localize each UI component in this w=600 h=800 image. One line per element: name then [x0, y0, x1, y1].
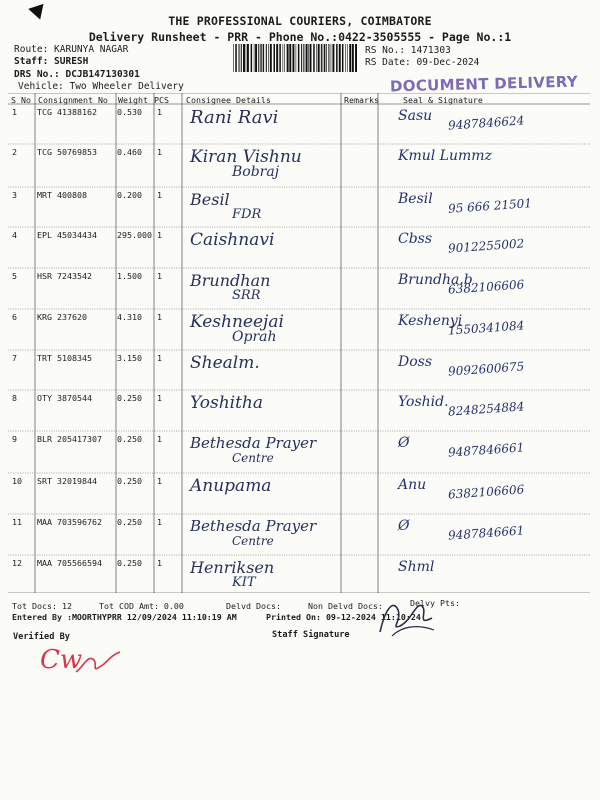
staff-label: Staff: SURESH — [14, 56, 89, 67]
company-title: THE PROFESSIONAL COURIERS, COIMBATORE — [168, 14, 432, 28]
row-pcs: 1 — [157, 107, 162, 117]
row-pcs: 1 — [157, 147, 162, 157]
row-pcs: 1 — [157, 230, 162, 240]
row-signature: Ø — [398, 435, 410, 451]
route-label: Route: KARUNYA NAGAR — [14, 44, 129, 55]
row-signature-phone: 9487846624 — [447, 113, 525, 133]
row-consignee-name: Bethesda Prayer — [190, 517, 317, 535]
row-signature-phone: 9092600675 — [447, 359, 525, 379]
verified-by-label: Verified By — [13, 632, 70, 642]
printed-on: Printed On: 09-12-2024 11:10:24 — [266, 612, 421, 622]
row-sno: 9 — [12, 434, 17, 444]
row-consignee-name: Besil — [190, 190, 230, 209]
col-header-remarks: Remarks — [344, 95, 379, 105]
row-consignment-no: TRT 5108345 — [37, 353, 92, 363]
row-consignee-name: Henriksen — [190, 558, 275, 577]
row-sno: 11 — [12, 517, 22, 527]
row-consignee-line2: SRR — [232, 288, 261, 303]
col-header-consignee: Consignee Details — [186, 95, 271, 105]
delivery-points: Delvy Pts: — [410, 598, 460, 608]
row-consignee-name: Yoshitha — [190, 393, 264, 413]
row-signature-phone: 9012255002 — [447, 236, 525, 256]
row-weight: 0.250 — [117, 476, 142, 486]
row-pcs: 1 — [157, 271, 162, 281]
row-consignee-name: Keshneejai — [190, 312, 284, 332]
row-signature: Brundha.b — [398, 272, 473, 288]
document-delivery-stamp: DOCUMENT DELIVERY — [389, 72, 579, 96]
non-delivered-docs: Non Delvd Docs: — [308, 601, 383, 611]
row-signature-phone: 8248254884 — [447, 399, 525, 419]
total-cod-amount: Tot COD Amt: 0.00 — [99, 601, 184, 611]
row-signature: Keshenyi — [398, 313, 463, 329]
row-consignee-name: Caishnavi — [190, 230, 275, 250]
row-sno: 1 — [12, 107, 17, 117]
row-signature-phone: 6382106606 — [447, 277, 525, 297]
row-sno: 12 — [12, 558, 22, 568]
row-signature: Doss — [398, 354, 433, 370]
row-consignee-name: Shealm. — [190, 353, 260, 373]
vehicle-label: Vehicle: Two Wheeler Delivery — [18, 81, 184, 92]
rs-number: RS No.: 1471303 — [365, 45, 451, 56]
row-consignee-name: Rani Ravi — [190, 107, 279, 128]
row-pcs: 1 — [157, 353, 162, 363]
rs-date: RS Date: 09-Dec-2024 — [365, 57, 480, 68]
barcode — [232, 44, 358, 72]
row-consignment-no: TCG 41388162 — [37, 107, 97, 117]
col-header-weight: Weight — [118, 95, 148, 105]
row-sno: 4 — [12, 230, 17, 240]
col-header-sno: S No — [11, 95, 31, 105]
row-weight: 0.250 — [117, 517, 142, 527]
row-consignee-line2: Oprah — [232, 329, 277, 345]
row-consignment-no: MAA 705566594 — [37, 558, 102, 568]
row-pcs: 1 — [157, 312, 162, 322]
total-docs: Tot Docs: 12 — [12, 601, 72, 611]
row-consignment-no: TCG 50769853 — [37, 147, 97, 157]
row-weight: 0.250 — [117, 434, 142, 444]
row-pcs: 1 — [157, 476, 162, 486]
row-signature: Cbss — [398, 231, 433, 247]
staff-signature-label: Staff Signature — [272, 630, 350, 640]
row-signature-phone: 6382106606 — [447, 482, 525, 502]
verifier-signature-tail — [74, 648, 122, 678]
row-weight: 0.250 — [117, 393, 142, 403]
row-signature: Shml — [398, 559, 435, 575]
col-header-pcs: PCS — [154, 95, 169, 105]
entered-by: Entered By :MOORTHYPRR 12/09/2024 11:10:19 AM — [12, 612, 237, 622]
row-sno: 7 — [12, 353, 17, 363]
row-sno: 10 — [12, 476, 22, 486]
row-signature: Yoshid. — [398, 394, 449, 410]
row-signature-phone: 9487846661 — [447, 440, 525, 460]
row-weight: 0.530 — [117, 107, 142, 117]
row-signature: Kmul Lummz — [398, 148, 492, 164]
row-sno: 3 — [12, 190, 17, 200]
row-signature: Anu — [398, 477, 427, 493]
row-consignment-no: KRG 237620 — [37, 312, 87, 322]
row-signature-phone: 1550341084 — [447, 318, 525, 338]
row-sno: 5 — [12, 271, 17, 281]
row-signature-phone: 9487846661 — [447, 523, 525, 543]
row-consignee-name: Bethesda Prayer — [190, 434, 317, 452]
row-consignment-no: OTY 3870544 — [37, 393, 92, 403]
row-pcs: 1 — [157, 517, 162, 527]
col-header-seal: Seal & Signature — [403, 95, 483, 105]
row-consignee-line2: KIT — [232, 575, 256, 590]
row-weight: 4.310 — [117, 312, 142, 322]
row-pcs: 1 — [157, 393, 162, 403]
row-weight: 295.000 — [117, 230, 152, 240]
row-signature: Ø — [398, 518, 410, 534]
row-pcs: 1 — [157, 558, 162, 568]
row-consignee-line2: Centre — [232, 451, 274, 465]
row-weight: 3.150 — [117, 353, 142, 363]
row-consignment-no: SRT 32019844 — [37, 476, 97, 486]
row-consignment-no: BLR 205417307 — [37, 434, 102, 444]
row-weight: 0.200 — [117, 190, 142, 200]
row-sno: 6 — [12, 312, 17, 322]
row-pcs: 1 — [157, 434, 162, 444]
runsheet-title: Delivery Runsheet - PRR - Phone No.:0422-3505555 - Page No.:1 — [88, 30, 512, 44]
row-sno: 2 — [12, 147, 17, 157]
row-consignment-no: HSR 7243542 — [37, 271, 92, 281]
row-consignment-no: MRT 400808 — [37, 190, 87, 200]
row-consignment-no: MAA 703596762 — [37, 517, 102, 527]
staff-signature-scribble — [372, 596, 442, 640]
verifier-signature: Cw — [40, 645, 83, 675]
row-weight: 1.500 — [117, 271, 142, 281]
row-sno: 8 — [12, 393, 17, 403]
row-consignee-line2: Centre — [232, 534, 274, 548]
row-consignee-line2: Bobraj — [232, 164, 280, 180]
row-signature: Besil — [398, 191, 433, 207]
row-signature-phone: 95 666 21501 — [447, 196, 533, 216]
row-consignee-name: Brundhan — [190, 271, 271, 290]
row-consignee-name: Kiran Vishnu — [190, 147, 302, 167]
row-consignment-no: EPL 45034434 — [37, 230, 97, 240]
row-signature: Sasu — [398, 108, 433, 124]
row-pcs: 1 — [157, 190, 162, 200]
row-consignee-name: Anupama — [190, 476, 272, 496]
delivered-docs: Delvd Docs: — [226, 601, 281, 611]
col-header-consignment: Consignment No — [38, 95, 108, 105]
row-weight: 0.460 — [117, 147, 142, 157]
drs-number: DRS No.: DCJB147130301 — [14, 69, 140, 80]
row-weight: 0.250 — [117, 558, 142, 568]
row-consignee-line2: FDR — [232, 207, 262, 222]
